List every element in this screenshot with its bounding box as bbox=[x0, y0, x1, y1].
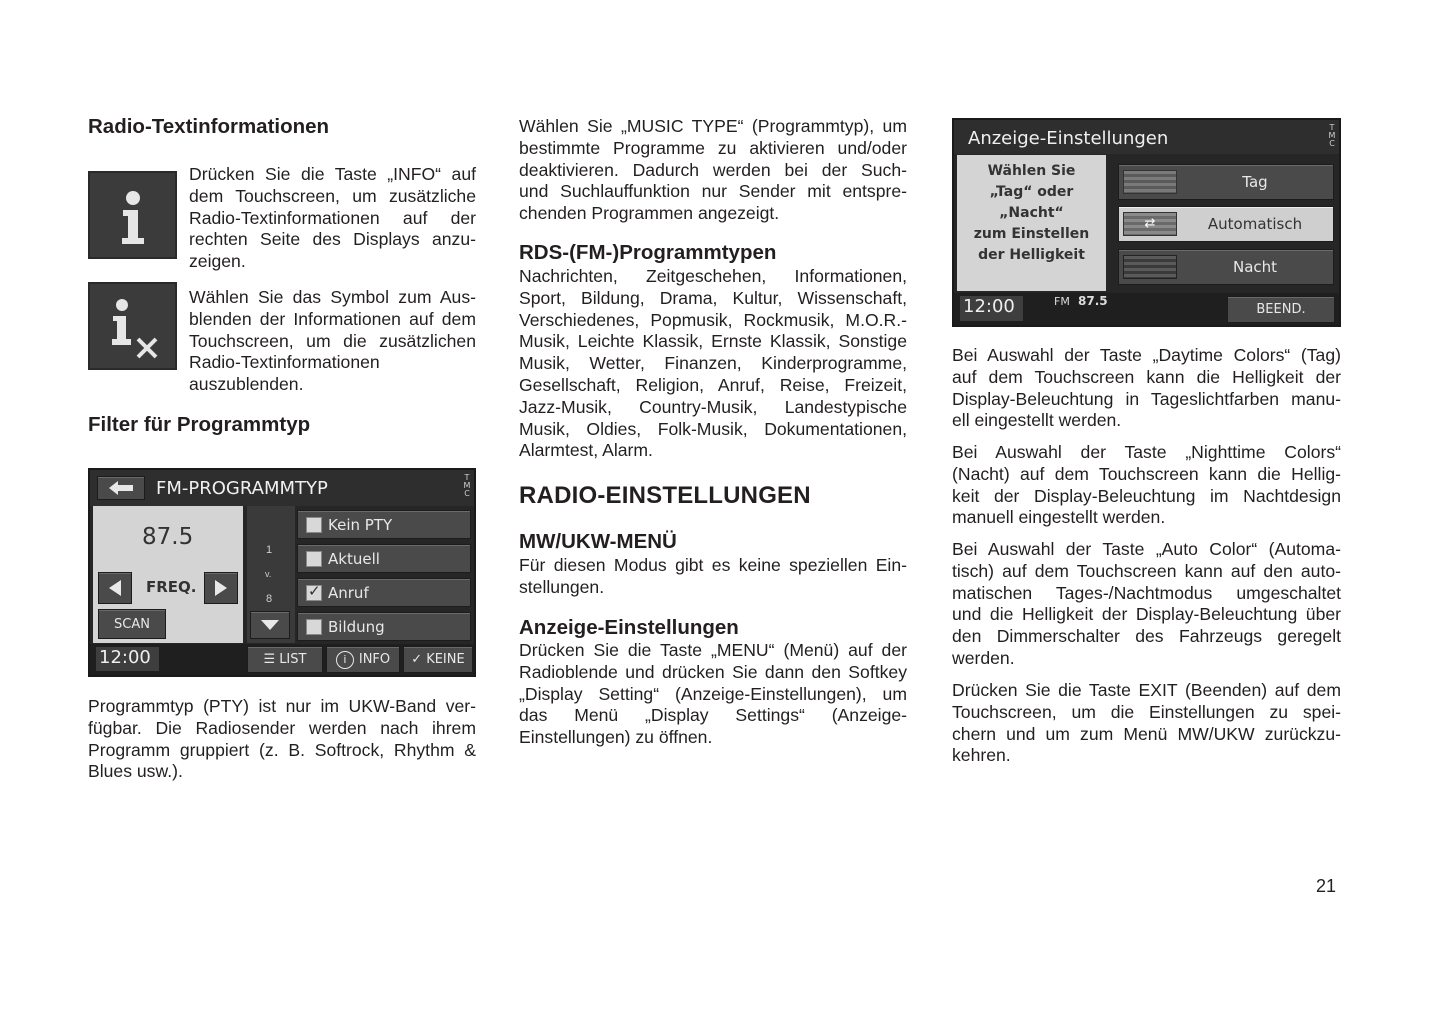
heading-rds: RDS-(FM-)Programmtypen bbox=[519, 241, 777, 264]
heading-mw-ukw-menu: MW/UKW-MENÜ bbox=[519, 530, 677, 553]
frequency-display: 87.5 bbox=[142, 524, 194, 550]
heading-radio-textinfo: Radio-Textinformationen bbox=[88, 115, 330, 138]
hide-info-icon bbox=[88, 282, 177, 370]
triangle-right-icon bbox=[215, 580, 227, 596]
checkbox[interactable] bbox=[306, 619, 322, 635]
frequency-display: 87.5 bbox=[1078, 294, 1108, 308]
checkmark-icon: ✓ bbox=[411, 652, 423, 667]
back-button[interactable] bbox=[97, 476, 145, 500]
list-button[interactable]: ☰ LIST bbox=[247, 646, 323, 673]
band-label: FM bbox=[1054, 295, 1070, 308]
pty-item-aktuell[interactable]: Aktuell bbox=[297, 544, 471, 573]
day-colors-icon bbox=[1123, 170, 1177, 194]
clock: 12:00 bbox=[96, 647, 159, 671]
anzeige-einstellungen-screen bbox=[952, 118, 1341, 327]
para-nighttime: Bei Auswahl der Taste „Nighttime Colors“ (Nacht) auf dem Touchscreen kann die Hellig- keit der Display-Beleuchtung im Nachtdesign manuell eingestellt werden. bbox=[952, 442, 1341, 528]
para-pty: Programmtyp (PTY) ist nur im UKW-Band ver- fügbar. Die Radiosender werden nach ihrem Programm gruppiert (z. B. Softrock, Rhythm & Blues usw.). bbox=[88, 696, 476, 782]
automatisch-button[interactable]: ⇄ Automatisch bbox=[1118, 206, 1334, 242]
page-indicator-top: 1 bbox=[266, 544, 273, 556]
pty-item-anruf[interactable]: ✓ Anruf bbox=[297, 578, 471, 607]
info-circle-icon: i bbox=[336, 651, 354, 669]
screen-title: FM-PROGRAMMTYP bbox=[156, 478, 328, 499]
freq-down-button[interactable] bbox=[98, 572, 132, 604]
para-exit: Drücken Sie die Taste EXIT (Beenden) auf dem Touchscreen, um die Einstellungen zu spei- chern und um zum Menü MW/UKW zurückzu- kehren. bbox=[952, 680, 1341, 766]
info-button[interactable]: i INFO bbox=[326, 646, 400, 673]
arrow-left-icon bbox=[109, 481, 133, 495]
para-auto-color: Bei Auswahl der Taste „Auto Color“ (Automa- tisch) auf dem Touchscreen kann auf den auto- matischen Tages-/Nachtmodus umgeschaltet und die Helligkeit der Display-Beleuchtung über den Dimmerschalter des Fahrzeugs geregelt werden. bbox=[952, 539, 1341, 668]
keine-button[interactable]: ✓ KEINE bbox=[403, 646, 473, 673]
tmc-indicator: T M C bbox=[1328, 123, 1336, 148]
para-music-type: Wählen Sie „MUSIC TYPE“ (Programmtyp), um bestimmte Programme zu aktivieren und/oder deaktivieren. Dadurch werden bei der Such- und Suchlauffunktion nur Sender mit entspre- chenden Programmen angezeigt. bbox=[519, 116, 907, 224]
para-info: Drücken Sie die Taste „INFO“ auf dem Touchscreen, um zusätzliche Radio-Textinformationen auf der rechten Seite des Displays anzu- zeigen. bbox=[189, 164, 476, 272]
freq-label: FREQ. bbox=[146, 578, 197, 596]
info-icon bbox=[88, 171, 177, 259]
beenden-button[interactable]: BEEND. bbox=[1227, 296, 1335, 323]
helligkeit-hint: Wählen Sie „Tag“ oder „Nacht“ zum Einstellen der Helligkeit bbox=[957, 155, 1106, 291]
auto-colors-icon: ⇄ bbox=[1123, 212, 1177, 236]
para-mw: Für diesen Modus gibt es keine speziellen Ein- stellungen. bbox=[519, 555, 907, 597]
triangle-left-icon bbox=[109, 580, 121, 596]
heading-anzeige-einstellungen: Anzeige-Einstellungen bbox=[519, 616, 739, 639]
list-icon: ☰ bbox=[263, 652, 276, 667]
tmc-indicator: T M C bbox=[463, 473, 471, 498]
tag-button[interactable]: Tag bbox=[1118, 164, 1334, 200]
triangle-down-icon bbox=[261, 620, 279, 630]
heading-filter-programmtyp: Filter für Programmtyp bbox=[88, 413, 311, 436]
para-hide-info: Wählen Sie das Symbol zum Aus- blenden der Informationen auf dem Touchscreen, um die zusätzlichen Radio-Textinformationen auszublenden. bbox=[189, 287, 476, 395]
para-anzeige: Drücken Sie die Taste „MENU“ (Menü) auf der Radioblende und drücken Sie dann den Softkey „Display Setting“ (Anzeige-Einstellungen), um das Menü „Display Settings“ (Anzeige- Einstellungen) zu öffnen. bbox=[519, 640, 907, 748]
heading-radio-einstellungen: RADIO-EINSTELLUNGEN bbox=[519, 482, 811, 509]
checkbox[interactable] bbox=[306, 517, 322, 533]
pty-item-kein-pty[interactable]: Kein PTY bbox=[297, 510, 471, 539]
nacht-button[interactable]: Nacht bbox=[1118, 249, 1334, 285]
screen-title: Anzeige-Einstellungen bbox=[968, 128, 1169, 149]
fm-programmtyp-screen bbox=[88, 468, 476, 677]
checkbox[interactable] bbox=[306, 551, 322, 567]
clock: 12:00 bbox=[960, 296, 1023, 321]
page-indicator-bottom: 8 bbox=[266, 593, 273, 605]
scroll-down-button[interactable] bbox=[250, 611, 290, 639]
pty-item-bildung[interactable]: Bildung bbox=[297, 612, 471, 641]
freq-up-button[interactable] bbox=[204, 572, 238, 604]
para-daytime: Bei Auswahl der Taste „Daytime Colors“ (Tag) auf dem Touchscreen kann die Helligkeit der Display-Beleuchtung in Tageslichtfarben manu- ell eingestellt werden. bbox=[952, 345, 1341, 431]
scan-button[interactable]: SCAN bbox=[98, 609, 166, 639]
night-colors-icon bbox=[1123, 255, 1177, 279]
checkbox-checked[interactable] bbox=[306, 585, 322, 601]
page-number: 21 bbox=[1316, 876, 1337, 896]
page-indicator-mid: v. bbox=[265, 569, 272, 579]
para-rds: Nachrichten, Zeitgeschehen, Informationen, Sport, Bildung, Drama, Kultur, Wissenschaft, Verschiedenes, Popmusik, Rockmusik, M.O.R.- Musik, Leichte Klassik, Ernste Klassik, Sonstige Musik, Wetter, Finanzen, Kinderprogramme, Gesellschaft, Religion, Anruf, Reise, Freizeit, Jazz-Musik, Country-Musik, Landestypische Musik, Oldies, Folk-Musik, Dokumentationen, Alarmtest, Alarm. bbox=[519, 266, 907, 461]
